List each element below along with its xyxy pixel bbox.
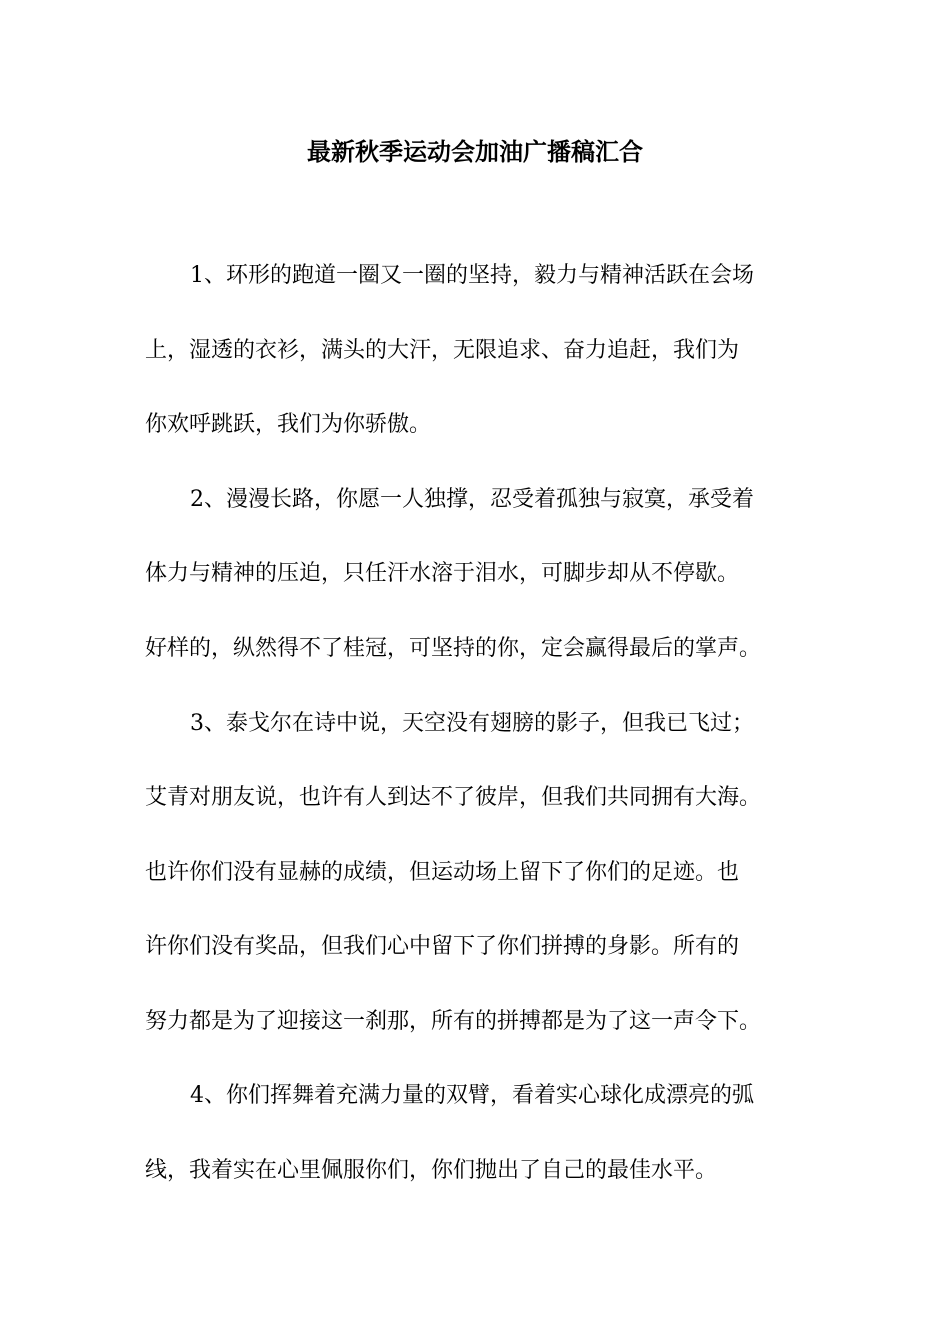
paragraph-2-line-3: 好样的，纵然得不了桂冠，可坚持的你，定会赢得最后的掌声。 <box>145 636 762 661</box>
paragraph-3-line-3: 也许你们没有显赫的成绩，但运动场上留下了你们的足迹。也 <box>145 860 740 885</box>
paragraph-3-line-5: 努力都是为了迎接这一刹那，所有的拼搏都是为了这一声令下。 <box>145 1009 762 1034</box>
paragraph-3-line-2: 艾青对朋友说，也许有人到达不了彼岸，但我们共同拥有大海。 <box>145 785 762 810</box>
paragraph-3-line-4: 许你们没有奖品，但我们心中留下了你们拼搏的身影。所有的 <box>145 934 740 959</box>
paragraph-3-line-1: 3、泰戈尔在诗中说，天空没有翅膀的影子，但我已飞过； <box>190 711 754 736</box>
paragraph-4-line-2: 线，我着实在心里佩服你们，你们抛出了自己的最佳水平。 <box>145 1158 718 1183</box>
document-title: 最新秋季运动会加油广播稿汇合 <box>307 138 643 166</box>
paragraph-2-line-1: 2、漫漫长路，你愿一人独撑，忍受着孤独与寂寞，承受着 <box>190 487 754 512</box>
paragraph-2-line-2: 体力与精神的压迫，只任汗水溶于泪水，可脚步却从不停歇。 <box>145 561 740 586</box>
paragraph-4-line-1: 4、你们挥舞着充满力量的双臂，看着实心球化成漂亮的弧 <box>190 1083 754 1108</box>
paragraph-1-line-2: 上，湿透的衣衫，满头的大汗，无限追求、奋力追赶，我们为 <box>145 338 740 363</box>
paragraph-1-line-3: 你欢呼跳跃，我们为你骄傲。 <box>145 412 432 437</box>
paragraph-1-line-1: 1、环形的跑道一圈又一圈的坚持，毅力与精神活跃在会场 <box>190 263 754 288</box>
